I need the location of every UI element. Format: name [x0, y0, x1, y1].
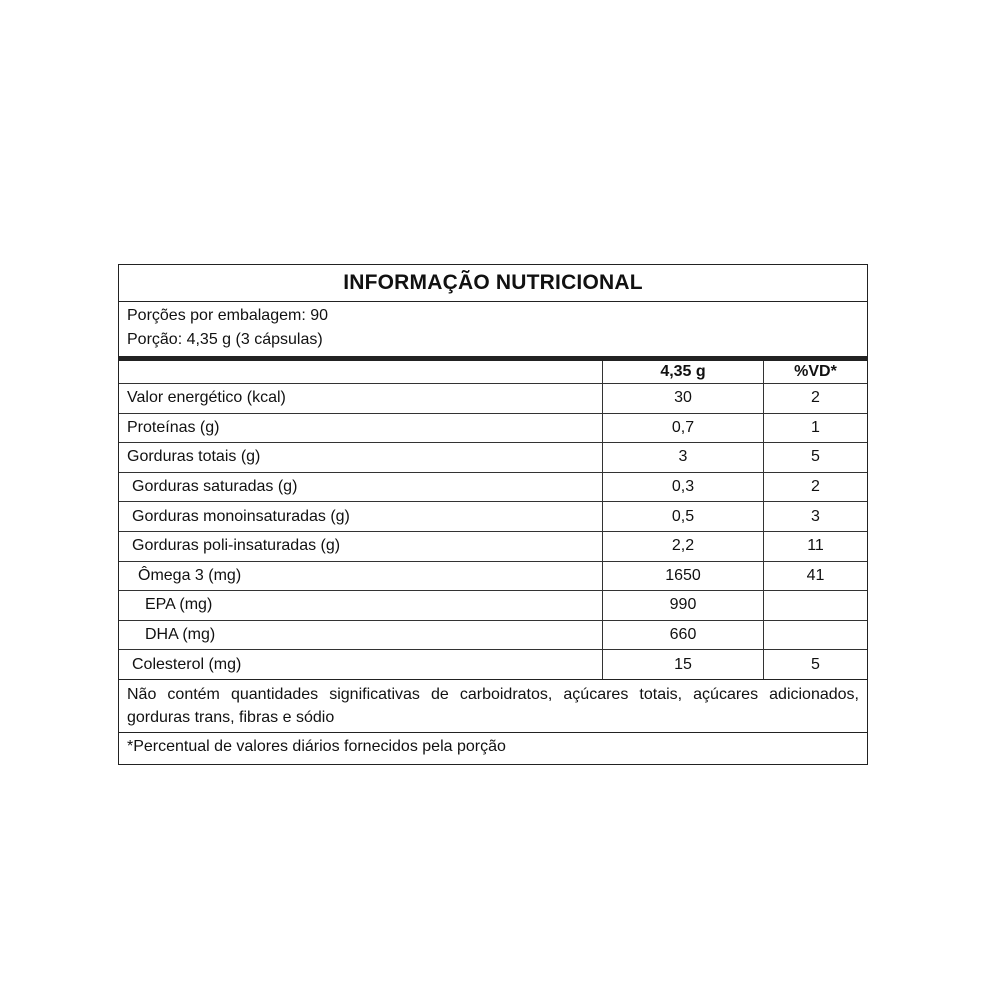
header-label — [119, 361, 603, 384]
nutrient-amount: 0,5 — [603, 502, 764, 532]
panel-title: INFORMAÇÃO NUTRICIONAL — [119, 265, 867, 302]
nutrient-dv: 1 — [764, 413, 868, 443]
table-row — [119, 384, 867, 414]
nutrient-amount: 15 — [603, 650, 764, 680]
nutrient-label: Colesterol (mg) — [119, 650, 603, 680]
insignificant-amounts-note: Não contém quantidades significativas de carboidratos, açúcares totais, açúcares adicionados, gorduras trans, fibras e sódio — [119, 680, 867, 733]
nutrient-label: Ômega 3 (mg) — [119, 561, 603, 591]
table-row — [119, 561, 867, 591]
serving-info — [119, 302, 867, 361]
header-amount: 4,35 g — [603, 361, 764, 384]
nutrient-label: Valor energético (kcal) — [119, 384, 603, 414]
table-row — [119, 620, 867, 650]
nutrient-amount: 990 — [603, 591, 764, 621]
nutrient-label: EPA (mg) — [119, 591, 603, 621]
header-dv: %VD* — [764, 361, 868, 384]
nutrient-dv — [764, 620, 868, 650]
nutrient-label: Proteínas (g) — [119, 413, 603, 443]
nutrient-dv: 5 — [764, 443, 868, 473]
nutrient-label: Gorduras monoinsaturadas (g) — [119, 502, 603, 532]
nutrient-amount: 1650 — [603, 561, 764, 591]
servings-per-package: Porções por embalagem: 90 — [127, 307, 328, 324]
nutrient-amount: 3 — [603, 443, 764, 473]
nutrient-amount: 0,7 — [603, 413, 764, 443]
nutrient-dv: 5 — [764, 650, 868, 680]
nutrient-label: Gorduras poli-insaturadas (g) — [119, 531, 603, 561]
nutrient-dv: 3 — [764, 502, 868, 532]
nutrient-label: Gorduras saturadas (g) — [119, 472, 603, 502]
nutrient-amount: 0,3 — [603, 472, 764, 502]
nutrient-dv: 11 — [764, 531, 868, 561]
table-row — [119, 502, 867, 532]
nutrient-label: DHA (mg) — [119, 620, 603, 650]
table-header-row — [119, 361, 867, 384]
table-row — [119, 531, 867, 561]
table-row — [119, 591, 867, 621]
nutrient-dv: 2 — [764, 384, 868, 414]
nutrient-dv: 2 — [764, 472, 868, 502]
daily-value-footnote: *Percentual de valores diários fornecidos pela porção — [127, 737, 506, 755]
nutrient-dv: 41 — [764, 561, 868, 591]
nutrient-label: Gorduras totais (g) — [119, 443, 603, 473]
table-row — [119, 413, 867, 443]
nutrient-table — [119, 361, 867, 680]
table-row — [119, 472, 867, 502]
table-row — [119, 443, 867, 473]
nutrient-dv — [764, 591, 868, 621]
nutrient-amount: 30 — [603, 384, 764, 414]
table-row — [119, 650, 867, 680]
nutrient-amount: 660 — [603, 620, 764, 650]
portion-size: Porção: 4,35 g (3 cápsulas) — [127, 331, 323, 348]
nutrition-facts-panel — [118, 264, 868, 765]
nutrient-amount: 2,2 — [603, 531, 764, 561]
